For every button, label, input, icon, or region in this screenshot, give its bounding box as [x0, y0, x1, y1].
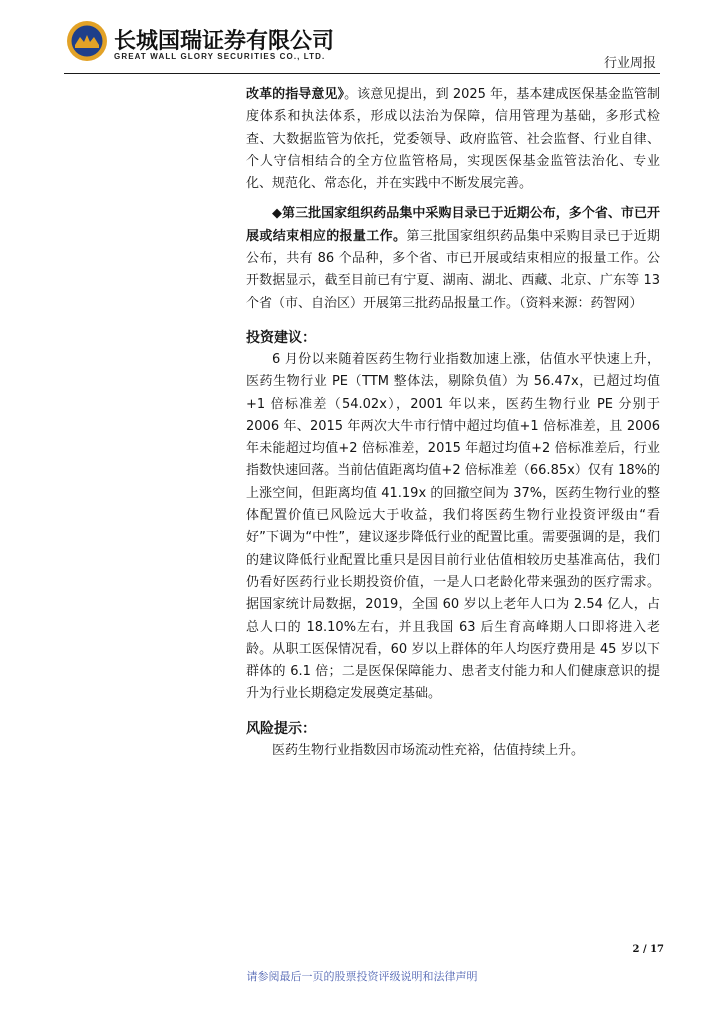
company-name-en: GREAT WALL GLORY SECURITIES CO., LTD.: [114, 52, 326, 61]
paragraph-policy-lead: 改革的指导意见》: [246, 87, 345, 102]
company-name-cn: 长城国瑞证券有限公司: [114, 29, 335, 54]
paragraph-procurement: [246, 203, 660, 314]
report-body: [246, 84, 660, 762]
page-number: 2 / 17: [632, 944, 664, 955]
risk-warning-heading: 风险提示：: [246, 720, 316, 737]
investment-advice-heading: 投资建议：: [246, 329, 316, 346]
footer-disclaimer: 请参阅最后一页的股票投资评级说明和法律声明: [246, 970, 478, 983]
header-divider: [64, 73, 660, 74]
risk-warning-paragraph: 医药生物行业指数因市场流动性充裕，估值持续上升。: [272, 742, 585, 758]
paragraph-procurement-lead: ◆第三批国家组织药品集中采购目录已于近期公布，多个省、市已开展或结束相应的报量工作。: [246, 206, 660, 244]
spacer: [246, 195, 660, 203]
paragraph-policy: [246, 84, 660, 195]
company-logo-icon: [66, 20, 108, 62]
paragraph-policy-text: 。该意见提出，到 2025 年，基本建成医保基金监管制度体系和执法体系，形成以法治为保障，信用管理为基础，多形式检查、大数据监管为依托，党委领导、政府监管、社会监督、行业自律、个人守信相结合的全方位监管格局，实现医保基金监管法治化、专业化、规范化、常态化，并在实践中不断发展完善。: [246, 87, 660, 192]
paragraph-procurement-text: 第三批国家组织药品集中采购目录已于近期公布，共有 86 个品种，多个省、市已开展或结束相应的报量工作。公开数据显示，截至目前已有宁夏、湖南、湖北、西藏、北京、广东等 13 个省（市、自治区）开展第三批药品报量工作。（资料来源：药智网）: [246, 228, 660, 311]
investment-advice-paragraph: 6 月份以来随着医药生物行业指数加速上涨，估值水平快速上升，医药生物行业 PE（TTM 整体法，剔除负值）为 56.47x，已超过均值+1 倍标准差（54.02x），2001 年以来，医药生物行业 PE 分别于 2006 年、2015 年两次大牛市行情中超过均值+1 倍标准差，且 2006 年未能超过均值+2 倍标准差，2015 年超过均值+2 倍标准差后，行业指数快速回落。当前估值距离均值+2 倍标准差（66.85x）仅有 18%的上涨空间，但距离均值 41.19x 的回撤空间为 37%，医药生物行业的整体配置价值已风险远大于收益，我们将医药生物行业投资评级由“看好”下调为“中性”，建议逐步降低行业的配置比重。需要强调的是，我们的建议降低行业配置比重只是因目前行业估值相较历史基准高估，我们仍看好医药行业长期投资价值，一是人口老龄化带来强劲的医疗需求。据国家统计局数据，2019，全国 60 岁以上老年人口为 2.54 亿人，占总人口的 18.10%左右，并且我国 63 后生育高峰期人口即将进入老龄。从职工医保情况看，60 岁以上群体的年人均医疗费用是 45 岁以下群体的 6.1 倍；二是医保保障能力、患者支付能力和人们健康意识的提升为行业长期稳定发展奠定基础。: [246, 351, 660, 702]
report-type-label: 行业周报: [603, 56, 656, 71]
